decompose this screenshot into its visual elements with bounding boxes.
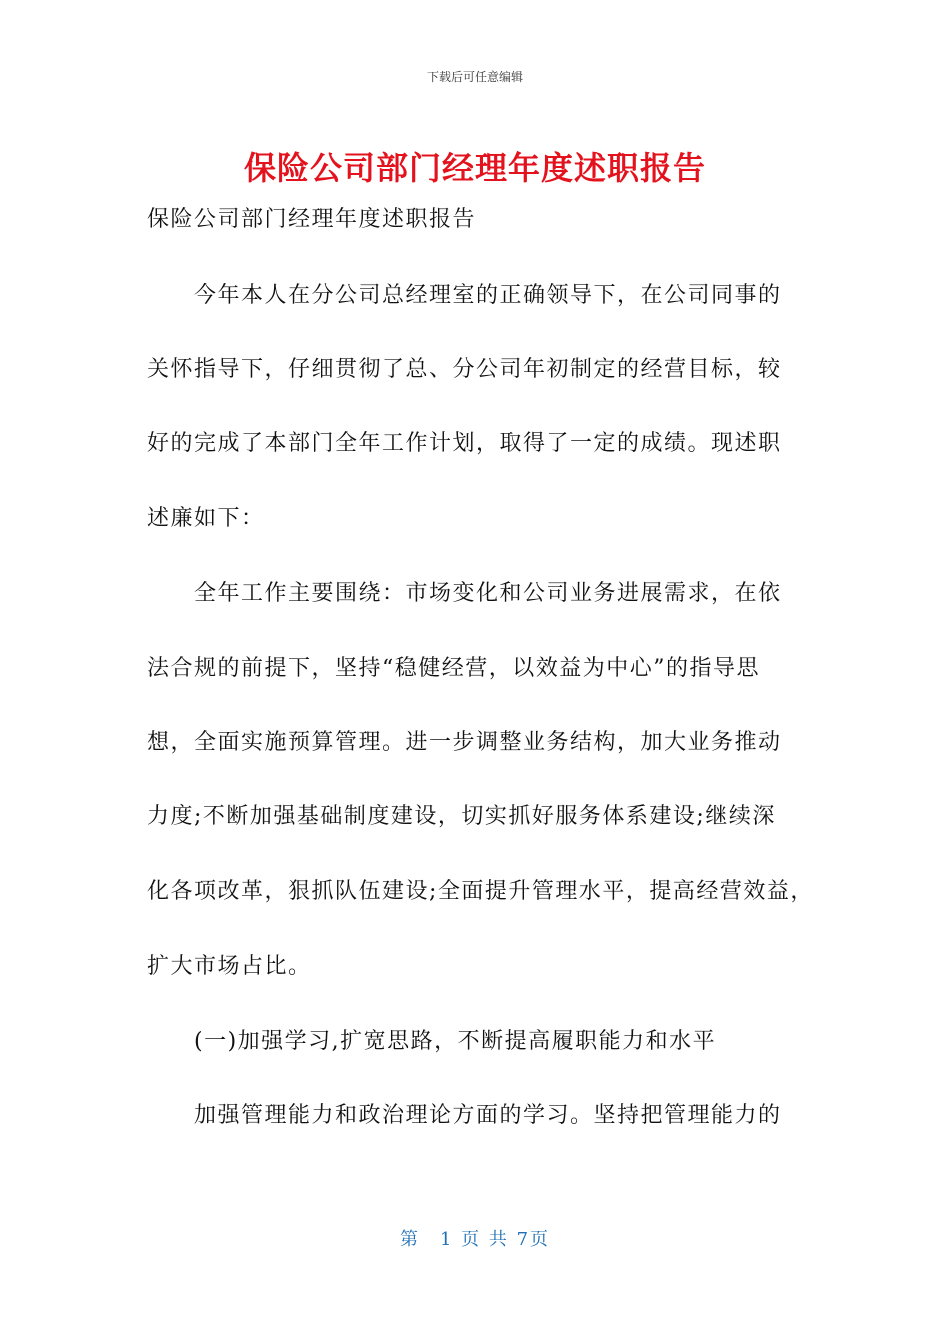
paragraph-line: 关怀指导下，仔细贯彻了总、分公司年初制定的经营目标，较: [147, 357, 782, 382]
paragraph-line: 加强管理能力和政治理论方面的学习。坚持把管理能力的: [194, 1103, 782, 1128]
paragraph-line: 扩大市场占比。: [147, 954, 312, 979]
paragraph-line: 想，全面实施预算管理。进一步调整业务结构，加大业务推动: [147, 730, 782, 755]
paragraph-line: 化各项改革，狠抓队伍建设;全面提升管理水平，提高经营效益，: [147, 879, 814, 904]
header-note: 下载后可任意编辑: [426, 70, 523, 84]
paragraph-line: 今年本人在分公司总经理室的正确领导下，在公司同事的: [194, 283, 782, 308]
page-footer: 第 1 页 共 7页: [399, 1229, 551, 1250]
paragraph-line: 力度;不断加强基础制度建设，切实抓好服务体系建设;继续深: [147, 804, 776, 829]
paragraph-line: 述廉如下：: [147, 506, 265, 531]
section-heading: (一)加强学习,扩宽思路，不断提高履职能力和水平: [194, 1029, 717, 1054]
paragraph-line: 法合规的前提下，坚持“稳健经营，以效益为中心”的指导思: [147, 656, 760, 681]
subtitle-line: 保险公司部门经理年度述职报告: [147, 207, 477, 232]
paragraph-line: 全年工作主要围绕：市场变化和公司业务进展需求，在依: [194, 581, 782, 606]
paragraph-line: 好的完成了本部门全年工作计划，取得了一定的成绩。现述职: [147, 431, 782, 456]
document-title: 保险公司部门经理年度述职报告: [243, 149, 706, 187]
